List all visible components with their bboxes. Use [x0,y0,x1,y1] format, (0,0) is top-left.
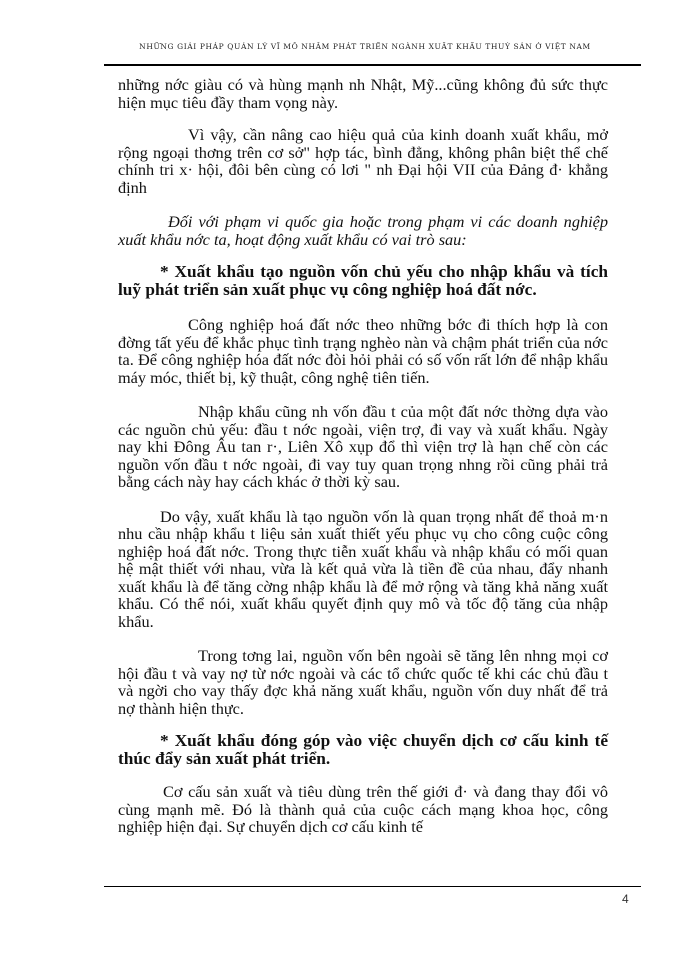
paragraph-italic-intro: Đối với phạm vi quốc gia hoặc trong phạm vi các doanh nghiệp xuất khẩu nớc ta, hoạt động xuất khẩu có vai trò sau: [118,212,608,249]
footer-divider [104,886,641,887]
section-heading-structure: * Xuất khẩu đóng góp vào việc chuyển dịch cơ cấu kinh tế thúc đẩy sản xuất phát triển. [118,731,608,768]
paragraph-continuation: những nớc giàu có và hùng mạnh nh Nhật, Mỹ...cũng không đủ sức thực hiện mục tiêu đầy tham vọng này. [118,75,608,112]
paragraph-export-efficiency: Vì vậy, cần nâng cao hiệu quả của kinh doanh xuất khẩu, mở rộng ngoại thơng trên cơ sở" hợp tác, bình đẳng, không phân biệt thể chế chính tri x· hội, đôi bên cùng có lơi " nh Đại hội VII của Đảng đ· khẳng định [118,125,608,197]
page-body [118,76,608,836]
paragraph-export-capital: Do vậy, xuất khẩu là tạo nguồn vốn là quan trọng nhất để thoả m·n nhu cầu nhập khẩu t liệu sản xuất thiết yếu phục vụ cho công cuộc công nghiệp hoá đất nớc. Trong thực tiễn xuất khẩu và nhập khẩu có mối quan hệ mật thiết với nhau, vừa là kết quả vừa là tiền đề của nhau, đẩy nhanh xuất khẩu là để tăng cờng nhập khẩu là để mở rộng và tăng khả năng xuất khẩu. Có thể nói, xuất khẩu quyết định quy mô và tốc độ tăng của nhập khẩu. [118,506,608,631]
section-heading-capital: * Xuất khẩu tạo nguồn vốn chủ yếu cho nhập khẩu và tích luỹ phát triển sản xuất phục vụ công nghiệp hoá đất nớc. [118,262,608,299]
paragraph-industrialization: Công nghiệp hoá đất nớc theo những bớc đi thích hợp là con đờng tất yếu để khắc phục tình trạng nghèo nàn và chậm phát triển của nớc ta. Để công nghiệp hóa đất nớc đòi hỏi phải có số vốn rất lớn để nhập khẩu máy móc, thiết bị, kỹ thuật, công nghệ tiên tiến. [118,315,608,387]
header-divider [104,64,641,66]
paragraph-structure-change: Cơ cấu sản xuất và tiêu dùng trên thế giới đ· và đang thay đổi vô cùng mạnh mẽ. Đó là thành quả của cuộc cách mạng khoa học, công nghiệp hiện đại. Sự chuyển dịch cơ cấu kinh tế [118,782,608,836]
running-header: NHỮNG GIẢI PHÁP QUẢN LÝ VĨ MÔ NHẰM PHÁT TRIỂN NGÀNH XUẤT KHẨU THUỶ SẢN Ở VIỆT NAM [139,42,591,51]
paragraph-future-capital: Trong tơng lai, nguồn vốn bên ngoài sẽ tăng lên nhng mọi cơ hội đầu t và vay nợ từ nớc ngoài và các tổ chức quốc tế khi các chủ đầu t và ngời cho vay thấy đợc khả năng xuất khẩu, nguồn vốn duy nhất để trả nợ thành hiện thực. [118,646,608,718]
page-number: 4 [622,892,629,906]
paragraph-import-sources: Nhập khẩu cũng nh vốn đầu t của một đất nớc thờng dựa vào các nguồn chủ yếu: đầu t nớc ngoài, viện trợ, đi vay và xuất khẩu. Ngày nay khi Đông Âu tan r·, Liên Xô xụp đổ thì viện trợ là hạn chế còn các nguồn vốn đầu t nớc ngoài, đi vay tuy quan trọng nhng rồi cũng phải trả bằng cách này hay cách khác ở thời kỳ sau. [118,402,608,491]
